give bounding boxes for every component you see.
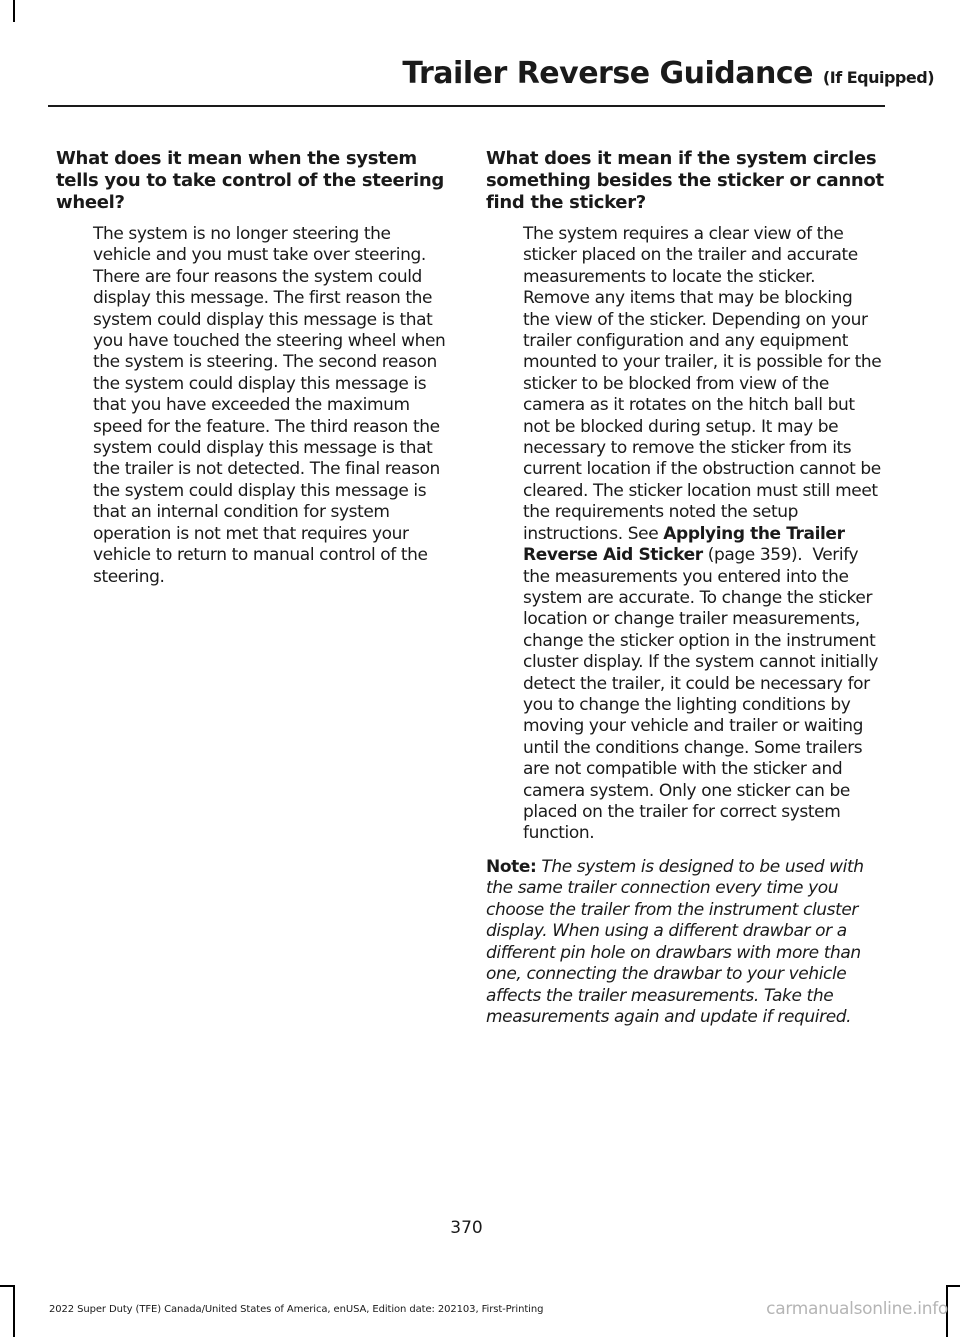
note-label: Note: [486,856,537,877]
right-section-body [523,224,884,845]
right-section-heading: What does it mean if the system circles something besides the sticker or cannot find the sticker? [486,148,884,213]
crop-mark-bottom-left-h [0,1285,14,1287]
page-reference: (page 359). [707,545,803,566]
page-title-subtitle: (If Equipped) [822,68,934,87]
page-title [0,56,934,91]
header-rule [48,105,885,107]
page-title-main: Trailer Reverse Guidance [402,56,813,91]
left-section-heading: What does it mean when the system tells you to take control of the steering wheel? [56,148,444,213]
right-body-part2: Verify the measurements you entered into the system are accurate. To change the sticker location or change trailer measurements, change the sticker option in the instrument cluster display. If the system cannot initially detect the trailer, it could be necessary for you to change the lighting conditions by moving your vehicle and trailer or waiting until the conditions change. Some trailers are not compatible with the sticker and camera system. Only one sticker can be placed on the trailer for correct system function. [523,545,879,844]
note-paragraph [486,857,884,1029]
left-column [56,148,451,588]
footer-text: 2022 Super Duty (TFE) Canada/United States of America, enUSA, Edition date: 202103, First-Printing [49,1304,544,1315]
page-number: 370 [450,1218,483,1238]
right-body-part1: The system requires a clear view of the sticker placed on the trailer and accurate measurements to locate the sticker. Remove any items that may be blocking the view of the sticker. Depending on your trailer configuration and any equipment mounted to your trailer, it is possible for the sticker to be blocked from view of the camera as it rotates on the hitch ball but not be blocked during setup. It may be necessary to remove the sticker from its current location if the obstruction cannot be cleared. The sticker location must still meet the requirements noted the setup instructions. See [523,224,882,544]
left-section-body: The system is no longer steering the vehicle and you must take over steering. There are four reasons the system could display this message. The first reason the system could display this message is that you have touched the steering wheel when the system is steering. The second reason the system could display this message is that you have exceeded the maximum speed for the feature. The third reason the system could display this message is that the trailer is not detected. The final reason the system could display this message is that an internal condition for system operation is not met that requires your vehicle to return to manual control of the steering. [93,224,446,587]
crop-mark-bottom-left [13,1285,15,1337]
watermark: carmanualsonline.info [766,1299,948,1319]
crop-mark-bottom-right-h [946,1285,960,1287]
note-text: The system is designed to be used with the same trailer connection every time you choose the trailer from the instrument cluster display. When using a different drawbar or a different pin hole on drawbars with more than one, connecting the drawbar to your vehicle affects the trailer measurements. Take the measurements again and update if required. [486,856,864,1028]
crop-mark-top-left [13,0,15,22]
right-column [486,148,884,1029]
sticker-reference-link[interactable]: Applying the Trailer Reverse Aid Sticker [523,523,845,566]
